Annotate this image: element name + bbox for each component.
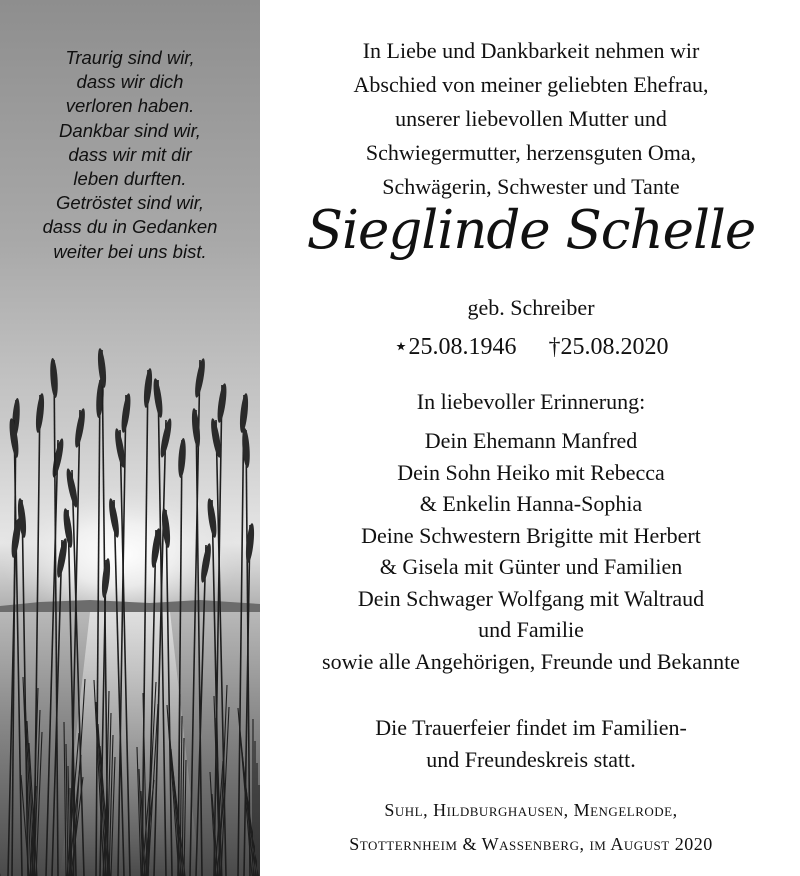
intro-line: In Liebe und Dankbarkeit nehmen wir — [362, 38, 700, 63]
intro-line: Schwägerin, Schwester und Tante — [382, 174, 680, 199]
birth-name: geb. Schreiber — [467, 295, 595, 320]
mourner-line: Dein Ehemann Manfred — [424, 428, 638, 453]
memory-heading: In liebevoller Erinnerung: — [416, 389, 646, 414]
service-line: und Freundeskreis statt. — [426, 747, 636, 772]
place-line: Suhl, Hildburghausen, Mengelrode, — [384, 800, 678, 820]
poem-line: dass du in Gedanken — [42, 216, 218, 238]
reed-plume — [49, 358, 59, 398]
poem-line: verloren haben. — [65, 95, 195, 117]
mourner-line: & Gisela mit Günter und Familien — [379, 554, 683, 579]
poem-line: dass wir dich — [76, 71, 184, 93]
place-and-date — [262, 793, 800, 861]
mourner-line: Dein Sohn Heiko mit Rebecca — [397, 459, 665, 485]
reed-plume — [142, 368, 153, 409]
poem-line: Getröstet sind wir, — [55, 192, 205, 214]
poem-line: Dankbar sind wir, — [59, 119, 201, 141]
funeral-service-note — [262, 712, 800, 776]
consolation-poem — [0, 46, 260, 264]
reed-plume — [193, 358, 207, 399]
service-line: Die Trauerfeier findet im Familien- — [375, 715, 687, 740]
poem-line: Traurig sind wir, — [65, 47, 195, 68]
life-dates — [262, 331, 800, 363]
reed-plume — [34, 393, 45, 434]
deceased-name: Sieglinde Schelle — [306, 200, 756, 261]
mourners-list — [262, 425, 800, 677]
reeds-sunset-photo — [0, 0, 260, 876]
poem-line: dass wir mit dir — [68, 143, 192, 165]
reed-plume — [120, 393, 132, 434]
intro-line: Abschied von meiner geliebten Ehefrau, — [353, 72, 709, 97]
reed-plume — [152, 378, 164, 419]
intro-line: Schwiegermutter, herzensguten Oma, — [365, 140, 697, 165]
mourner-line: sowie alle Angehörigen, Freunde und Bekannte — [322, 648, 740, 674]
mourner-line: und Familie — [478, 617, 584, 642]
intro-line: unserer liebevollen Mutter und — [395, 106, 667, 131]
notice-text-column — [262, 0, 800, 876]
mourner-line: Dein Schwager Wolfgang mit Waltraud — [357, 585, 705, 611]
reed-plume — [96, 348, 107, 389]
poem-line: leben durften. — [73, 168, 187, 190]
reed-plume — [177, 438, 187, 478]
reed-plume — [216, 383, 228, 424]
birth-date: ⋆25.08.1946 — [393, 334, 517, 360]
mourner-line: Deine Schwestern Brigitte mit Herbert — [361, 522, 701, 548]
intro-paragraph — [262, 34, 800, 204]
mourner-line: & Enkelin Hanna-Sophia — [419, 491, 643, 516]
poem-line: weiter bei uns bist. — [53, 240, 207, 262]
place-line: Stotternheim & Wassenberg, im August 2020 — [349, 834, 713, 854]
reed-plume — [190, 408, 201, 449]
reed-plume — [73, 408, 87, 449]
reed-plume — [238, 393, 249, 434]
death-date: †25.08.2020 — [548, 334, 669, 360]
